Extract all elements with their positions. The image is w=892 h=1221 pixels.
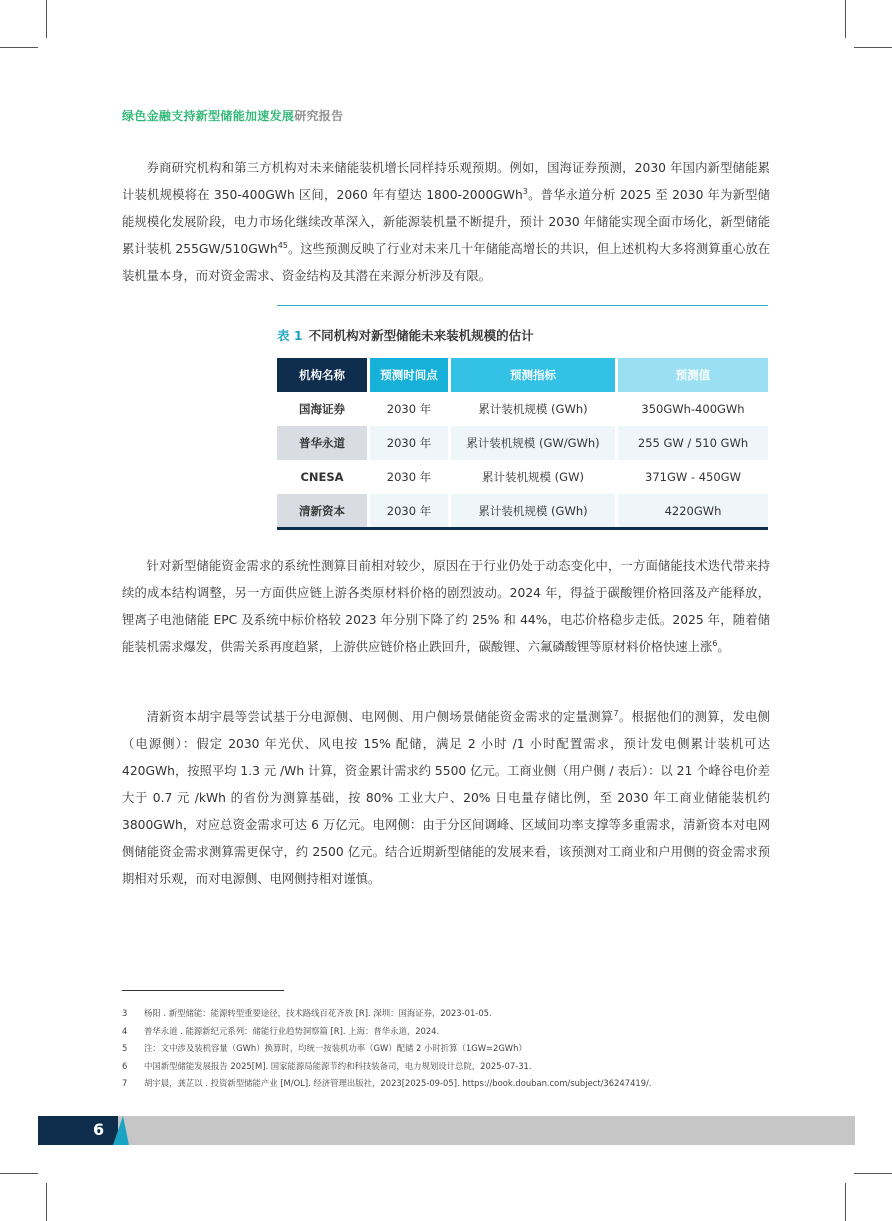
cell-metric: 累计装机规模 (GWh) (448, 494, 615, 528)
intro-text: 。普华永道分析 2025 至 2030 年为新型储能规模化发展阶段，电力市场化继续改革深入，新能源装机量不断提升，预计 2030 年储能实现全面市场化，新型储能累计装机 255GW/510GWh (122, 188, 770, 256)
table-header-row (277, 358, 768, 392)
footnote-ref: 7 (613, 708, 619, 718)
crop-mark (845, 1183, 846, 1221)
header-subtitle: 研究报告 (294, 109, 344, 123)
crop-mark (854, 47, 892, 48)
table-top-rule (277, 305, 768, 306)
footnote-ref: 6 (712, 638, 718, 648)
header-year: 预测时间点 (367, 358, 448, 392)
intro-paragraph (122, 155, 770, 290)
table-caption (277, 326, 534, 344)
cell-org: 清新资本 (277, 494, 367, 528)
header-metric: 预测指标 (448, 358, 615, 392)
footnote (122, 1005, 652, 1023)
footnote-number: 4 (122, 1025, 128, 1036)
crop-mark (46, 0, 47, 38)
cell-metric: 累计装机规模 (GWh) (448, 392, 615, 426)
paragraph-text: 。根据他们的测算，发电侧（电源侧）：假定 2030 年光伏、风电按 15% 配储，满足 2 小时 /1 小时配置需求，预计发电侧累计装机可达 420GWh，按照平均 1.3 元 /Wh 计算，资金累计需求约 5500 亿元。工商业侧（用户侧 / 表后）：以 21 个峰谷电价差大于 0.7 元 /kWh 的省份为测算基础，按 80% 工业大户、20% 日电量存储比例，至 2030 年工商业储能装机约 3800GWh，对应总资金需求可达 6 万亿元。电网侧：由于分区间调峰、区域间功率支撑等多重需求，清新资本对电网侧储能资金需求测算需更保守，约 2500 亿元。结合近期新型储能的发展来看，该预测对工商业和户用侧的资金需求预期相对乐观，而对电源侧、电网侧持相对谨慎。 (122, 710, 770, 886)
estimate-table (277, 358, 768, 528)
footer-page-block (38, 1116, 118, 1145)
header-value: 预测值 (615, 358, 768, 392)
footnote-text: 注：文中涉及装机容量（GWh）换算时，均统一按装机功率（GW）配储 2 小时折算（1GW=2GWh） (144, 1043, 527, 1054)
body-paragraph (122, 704, 770, 893)
paragraph-text: 清新资本胡宇晨等尝试基于分电源侧、电网侧、用户侧场景储能资金需求的定量测算 (146, 710, 614, 724)
footnote (122, 1075, 652, 1093)
footnote-text: 胡宇晨，龚芷以 . 投资新型储能产业 [M/OL]. 经济管理出版社，2023[2025-09-05]. https://book.douban.com/subject/36247419/. (144, 1078, 652, 1089)
crop-mark (0, 1173, 38, 1174)
table-row (277, 426, 768, 460)
header-org: 机构名称 (277, 358, 367, 392)
table-row (277, 392, 768, 426)
cell-value: 255 GW / 510 GWh (615, 426, 768, 460)
cell-value: 371GW - 450GW (615, 460, 768, 494)
cell-org: 普华永道 (277, 426, 367, 460)
cell-year: 2030 年 (367, 392, 448, 426)
footnote-ref: 45 (277, 240, 288, 250)
table-label: 表 1 (277, 328, 303, 343)
table-title: 不同机构对新型储能未来装机规模的估计 (308, 328, 534, 343)
cell-metric: 累计装机规模 (GW) (448, 460, 615, 494)
header-title: 绿色金融支持新型储能加速发展 (122, 109, 295, 123)
cell-value: 350GWh-400GWh (615, 392, 768, 426)
footnotes (122, 1005, 652, 1093)
footnote (122, 1023, 652, 1041)
footnote (122, 1040, 652, 1058)
crop-mark (46, 1183, 47, 1221)
page-number: 6 (93, 1120, 105, 1139)
crop-mark (854, 1173, 892, 1174)
cell-year: 2030 年 (367, 460, 448, 494)
running-header (122, 107, 343, 124)
cell-year: 2030 年 (367, 494, 448, 528)
table-row (277, 460, 768, 494)
footer-accent-stripe (113, 1116, 129, 1145)
table-bottom-rule (277, 527, 768, 530)
footnote-text: 杨阳 . 新型储能：能源转型重要途径，技术路线百花齐放 [R]. 深圳：国海证券，2023-01-05. (144, 1008, 492, 1018)
intro-text: 券商研究机构和第三方机构对未来储能装机增长同样持乐观预期。例如，国海证券预测，2030 年国内新型储能累计装机规模将在 350-400GWh 区间，2060 年有望达 1800-2000GWh (122, 161, 770, 202)
paragraph-text: 针对新型储能资金需求的系统性测算目前相对较少，原因在于行业仍处于动态变化中，一方面储能技术迭代带来持续的成本结构调整，另一方面供应链上游各类原材料价格的剧烈波动。2024 年，得益于碳酸锂价格回落及产能释放，锂离子电池储能 EPC 及系统中标价格较 2023 年分别下降了约 25% 和 44%，电芯价格稳步走低。2025 年，随着储能装机需求爆发，供需关系再度趋紧，上游供应链价格止跌回升，碳酸锂、六氟磷酸锂等原材料价格快速上涨 (122, 559, 770, 654)
cell-org: 国海证券 (299, 402, 345, 416)
body-paragraph (122, 553, 770, 661)
intro-text: 。这些预测反映了行业对未来几十年储能高增长的共识，但上述机构大多将测算重心放在装机量本身，而对资金需求、资金结构及其潜在来源分析涉及有限。 (122, 242, 770, 283)
crop-mark (0, 47, 38, 48)
cell-value: 4220GWh (615, 494, 768, 528)
footnote-number: 3 (122, 1008, 128, 1018)
cell-year: 2030 年 (367, 426, 448, 460)
footnote-separator (122, 990, 284, 991)
footnote (122, 1058, 652, 1076)
footnote-text: 普华永道 . 能源新纪元系列：储能行业趋势洞察篇 [R]. 上海：普华永道，2024. (144, 1025, 440, 1036)
crop-mark (845, 0, 846, 38)
footnote-number: 7 (122, 1078, 128, 1089)
cell-org: CNESA (300, 470, 344, 484)
cell-metric: 累计装机规模 (GW/GWh) (448, 426, 615, 460)
footnote-ref: 3 (522, 186, 528, 196)
footnote-number: 6 (122, 1060, 128, 1071)
footnote-number: 5 (122, 1043, 128, 1054)
footer-bar (38, 1116, 855, 1145)
footnote-text: 中国新型储能发展报告 2025[M]. 国家能源局能源节约和科技装备司，电力规划设计总院，2025-07-31. (144, 1060, 532, 1071)
paragraph-text: 。 (717, 640, 730, 654)
table-row (277, 494, 768, 528)
